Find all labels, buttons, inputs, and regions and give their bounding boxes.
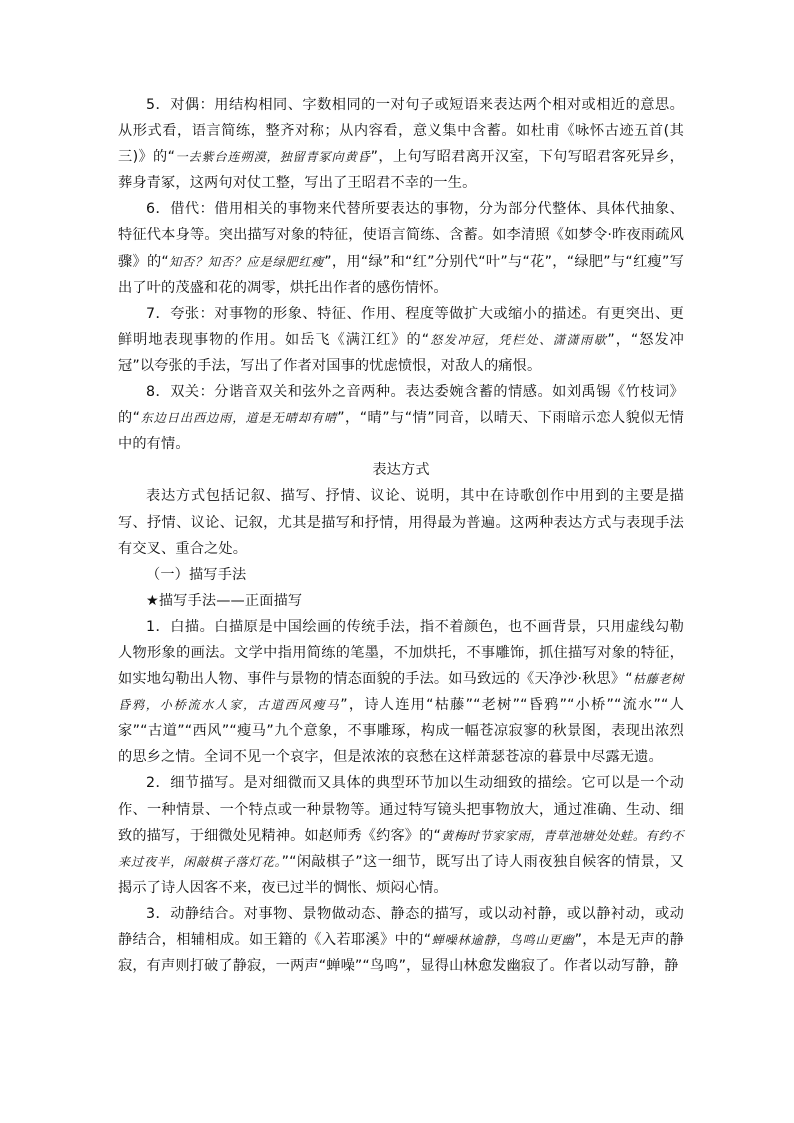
text: ”“闲敲棋子”这一细节，既写出了诗人雨夜独自候客的情景，又揭示了诗人因客不来，夜已过半的惆怅、烦闷心情。 bbox=[118, 853, 684, 896]
text: 2．细节描写。是对细微而又具体的典型环节加以生动细致的描绘。它可以是一个动作、一种情景、一个特点或一种景物等。通过特写镜头把事物放大，通过准确、生动、细致的描写，于细微处见精神。如赵师秀《约客》的“ bbox=[118, 775, 684, 844]
document-body bbox=[118, 92, 684, 979]
paragraph-intro: 表达方式包括记叙、描写、抒情、议论、说明，其中在诗歌创作中用到的主要是描写、抒情、议论、记叙，尤其是描写和抒情，用得最为普遍。这两种表达方式与表现手法有交叉、重合之处。 bbox=[118, 488, 684, 557]
text: 5．对偶：用结构相同、字数相同的一对句子或短语来表达两个相对或相近的意思。从形式看，语言简练，整齐对称；从内容看，意义集中含蓄。如杜甫《咏怀古迹五首(其三)》的“ bbox=[118, 97, 684, 166]
paragraph-kuazhang bbox=[118, 301, 684, 379]
text: ”，“怒发冲冠”以夸张的手法，写出了作者对国事的忧虑愤恨，对敌人的痛恨。 bbox=[118, 331, 684, 374]
poem-quote: 黄梅时节家家雨，青草池塘处处蛙。有约不来过夜半，闲敲棋子落灯花。 bbox=[118, 828, 684, 869]
text: ”，本是无声的静寂，有声则打破了静寂，一两声“蝉噪”“鸟鸣”，显得山林愈发幽寂了。作者以动写静，静 bbox=[118, 932, 684, 975]
sub-heading: （一）描写手法 bbox=[146, 566, 247, 583]
text: 1．白描。白描原是中国绘画的传统手法，指不着颜色，也不画背景，只用虚线勾勒人物形象的画法。文学中指用简练的笔墨，不加烘托，不事雕饰，抓住描写对象的特征，如实地勾勒出人物、事件与景物的情态面貌的手法。如马致远的《天净沙·秋思》“ bbox=[118, 618, 684, 688]
poem-quote: 枯藤老树昏鸦，小桥流水人家，古道西风瘦马 bbox=[118, 672, 684, 713]
text: 6．借代：借用相关的事物来代替所要表达的事物，分为部分代整体、具体代抽象、特征代本身等。突出描写对象的特征，使语言简练、含蓄。如李清照《如梦令·昨夜雨疏风骤》的“ bbox=[118, 201, 684, 270]
paragraph-dongjing bbox=[118, 901, 684, 979]
poem-quote: 知否？知否？应是绿肥红瘦 bbox=[168, 254, 325, 269]
poem-quote: 蝉噪林逾静，鸟鸣山更幽 bbox=[431, 933, 575, 947]
section-title: 表达方式 bbox=[372, 462, 430, 479]
text: 8．双关：分谐音双关和弦外之音两种。表达委婉含蓄的情感。如刘禹锡《竹枝词》的“ bbox=[118, 384, 684, 427]
paragraph-shuangguan bbox=[118, 379, 684, 457]
text: 7．夸张：对事物的形象、特征、作用、程度等做扩大或缩小的描述。有更突出、更鲜明地表现事物的作用。如岳飞《满江红》的“ bbox=[118, 305, 684, 348]
text: 3．动静结合。对事物、景物做动态、静态的描写，或以动衬静，或以静衬动，或动静结合，相辅相成。如王籍的《入若耶溪》中的“ bbox=[118, 905, 684, 948]
poem-quote: 怒发冲冠，凭栏处、潇潇雨歇 bbox=[429, 332, 608, 347]
text: ”，用“绿”和“红”分别代“叶”与“花”，“绿肥”与“红瘦”写出了叶的茂盛和花的凋零，烘托出作者的感伤情怀。 bbox=[118, 253, 685, 296]
text: ”，上句写昭君离开汉室，下句写昭君客死异乡，葬身青冢，这两句对仗工整，写出了王昭君不幸的一生。 bbox=[118, 149, 685, 192]
text: ”，诗人连用“枯藤”“老树”“昏鸦”“小桥”“流水”“人家”“古道”“西风”“瘦马”九个意象，不事雕琢，构成一幅苍凉寂寥的秋景图，表现出浓烈的思乡之情。全词不见一个哀字，但是浓浓的哀愁在这样萧瑟苍凉的暮景中尽露无遗。 bbox=[118, 697, 684, 766]
poem-quote: 一去紫台连朔漠，独留青冢向黄昏 bbox=[175, 150, 371, 165]
paragraph-jiedai bbox=[118, 196, 684, 300]
paragraph-xijie bbox=[118, 770, 684, 900]
star-heading: ★描写手法——正面描写 bbox=[146, 592, 303, 609]
paragraph-baimiao bbox=[118, 614, 684, 771]
text: ”，“晴”与“情”同音，以晴天、下雨暗示恋人貌似无情中的有情。 bbox=[118, 410, 685, 453]
paragraph-duiou bbox=[118, 92, 684, 196]
poem-quote: 东边日出西边雨，道是无晴却有晴 bbox=[140, 411, 338, 426]
